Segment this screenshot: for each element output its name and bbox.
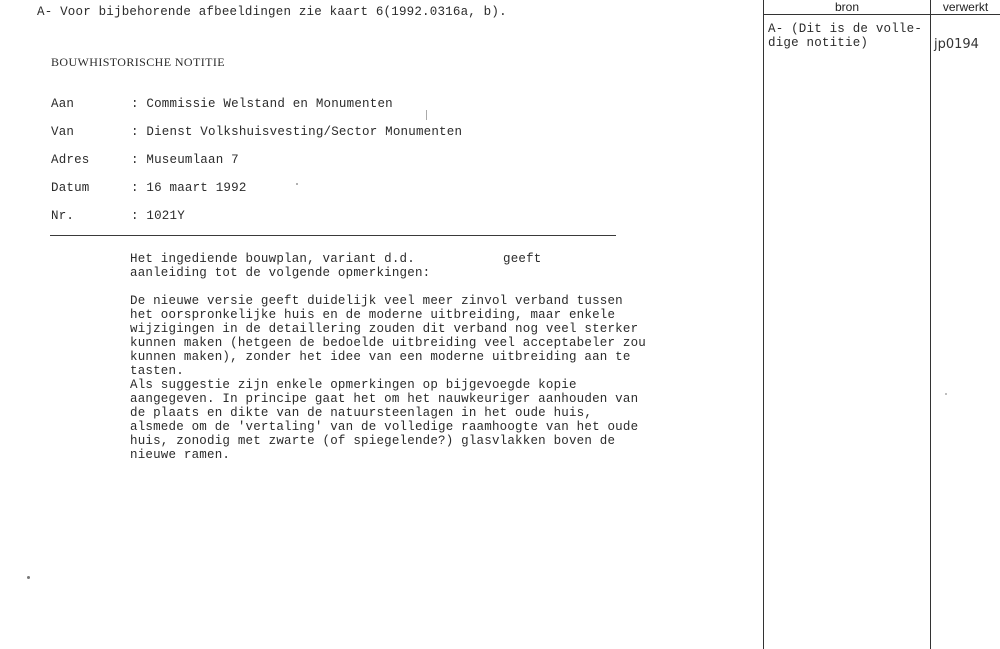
paragraph-2-line: de plaats en dikte van de natuursteenlagen in het oude huis,: [130, 406, 593, 420]
bron-line-1: A- (Dit is de volle-: [768, 22, 923, 36]
paragraph-1-line: wijzigingen in de detaillering zouden dit verband nog veel sterker: [130, 322, 639, 336]
paragraph-2-line: alsmede om de 'vertaling' van de volledige raamhoogte van het oude: [130, 420, 639, 434]
bron-column-divider: [763, 0, 764, 649]
intro-line-2: aanleiding tot de volgende opmerkingen:: [130, 266, 431, 280]
meta-key: Datum: [51, 181, 90, 195]
paragraph-1-line: het oorspronkelijke huis en de moderne uitbreiding, maar enkele: [130, 308, 616, 322]
scan-speck: [27, 576, 30, 579]
verwerkt-column-divider: [930, 0, 931, 649]
header-note: A- Voor bijbehorende afbeeldingen zie kaart 6(1992.0316a, b).: [37, 5, 507, 19]
verwerkt-value: jp0194: [934, 37, 979, 52]
bron-line-2: dige notitie): [768, 36, 869, 50]
document-title: BOUWHISTORISCHE NOTITIE: [51, 55, 225, 69]
meta-value: : 16 maart 1992: [131, 181, 247, 195]
paragraph-1-line: De nieuwe versie geeft duidelijk veel meer zinvol verband tussen: [130, 294, 623, 308]
meta-value: : Dienst Volkshuisvesting/Sector Monumenten: [131, 125, 463, 139]
scan-speck: [426, 110, 427, 120]
intro-line-1: Het ingediende bouwplan, variant d.d.: [130, 252, 415, 266]
meta-value: : Commissie Welstand en Monumenten: [131, 97, 393, 111]
intro-geeft: geeft: [503, 252, 542, 266]
register-header-rule: [764, 14, 1000, 15]
paragraph-1-line: kunnen maken), zonder het idee van een moderne uitbreiding aan te: [130, 350, 631, 364]
meta-key: Aan: [51, 97, 75, 111]
paragraph-1-line: tasten.: [130, 364, 184, 378]
paragraph-1-line: kunnen maken (hetgeen de bedoelde uitbreiding veel acceptabeler zou: [130, 336, 646, 350]
scan-speck: [296, 183, 298, 185]
meta-key: Nr.: [51, 209, 75, 223]
paragraph-2-line: aangegeven. In principe gaat het om het nauwkeuriger aanhouden van: [130, 392, 639, 406]
meta-value: : Museumlaan 7: [131, 153, 239, 167]
meta-value: : 1021Y: [131, 209, 185, 223]
paragraph-2-line: Als suggestie zijn enkele opmerkingen op bijgevoegde kopie: [130, 378, 577, 392]
scan-speck: [945, 393, 947, 395]
bron-header: bron: [834, 0, 860, 14]
verwerkt-header: verwerkt: [942, 0, 989, 14]
separator-rule: [50, 235, 616, 236]
meta-key: Adres: [51, 153, 90, 167]
paragraph-2-line: huis, zonodig met zwarte (of spiegelende?) glasvlakken boven de: [130, 434, 616, 448]
meta-key: Van: [51, 125, 75, 139]
paragraph-2-line: nieuwe ramen.: [130, 448, 231, 462]
